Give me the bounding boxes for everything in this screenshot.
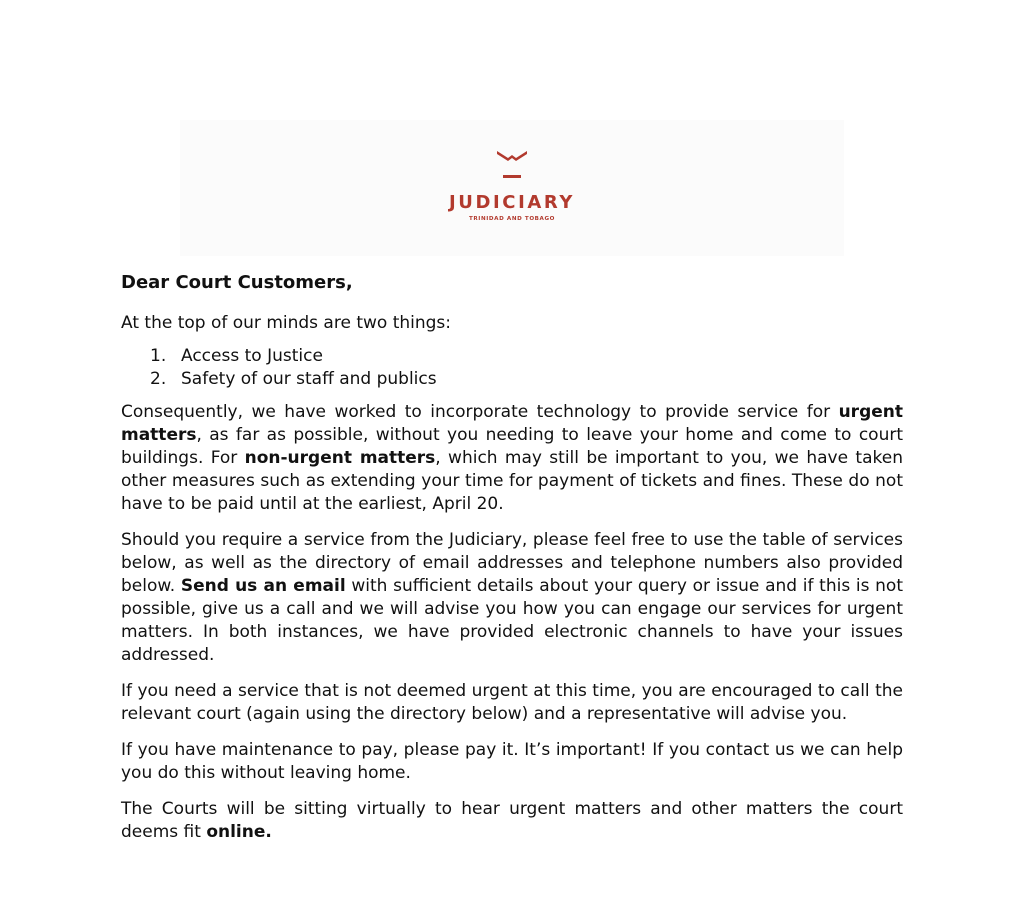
list-item — [121, 345, 903, 368]
priorities-list — [121, 345, 903, 391]
text-run: The Courts will be sitting virtually to hear urgent matters and other matters the court deems fit — [121, 799, 903, 842]
bold-send-email: Send us an email — [180, 576, 346, 596]
list-number: 1. — [150, 346, 167, 366]
letter-body — [121, 270, 903, 857]
paragraph-virtual-courts — [121, 798, 903, 844]
logo-name: JUDICIARY — [448, 192, 576, 213]
greeting: Dear Court Customers, — [121, 272, 353, 293]
list-item-text: Access to Justice — [181, 346, 323, 366]
list-number: 2. — [150, 369, 167, 389]
text-run: Consequently, we have worked to incorporate technology to provide service for — [121, 402, 839, 422]
paragraph-non-urgent: If you need a service that is not deemed urgent at this time, you are encouraged to call the relevant court (again using the directory below) and a representative will advise you. — [121, 681, 903, 724]
text-run: with sufficient details about your query or issue and if this is not possible, give us a call and we will advise you how you can engage our services for urgent matters. In both instances, we have provided electronic channels to have your issues addressed. — [121, 576, 904, 665]
text-run: , as far as possible, without you needing to leave your home and come to court buildings. For — [121, 425, 903, 468]
paragraph-maintenance: If you have maintenance to pay, please pay it. It’s important! If you contact us we can help you do this without leaving home. — [121, 740, 903, 783]
bold-urgent-matters: urgent matters — [121, 402, 903, 445]
paragraph-services — [121, 529, 903, 667]
bold-online: online. — [206, 822, 272, 842]
bold-non-urgent-matters: non-urgent matters — [244, 448, 436, 468]
judiciary-emblem-icon — [494, 148, 530, 182]
list-item — [121, 368, 903, 391]
judiciary-logo-banner — [180, 120, 844, 256]
text-run: Should you require a service from the Judiciary, please feel free to use the table of services below, as well as the directory of email addresses and telephone numbers also provided below. — [121, 530, 903, 596]
text-run: , which may still be important to you, we have taken other measures such as extending your time for payment of tickets and fines. These do not have to be paid until at the earliest, April 20. — [121, 448, 903, 514]
logo-subtitle: TRINIDAD AND TOBAGO — [468, 216, 556, 222]
list-item-text: Safety of our staff and publics — [181, 369, 437, 389]
paragraph-technology — [121, 401, 903, 516]
intro-text: At the top of our minds are two things: — [121, 313, 452, 333]
